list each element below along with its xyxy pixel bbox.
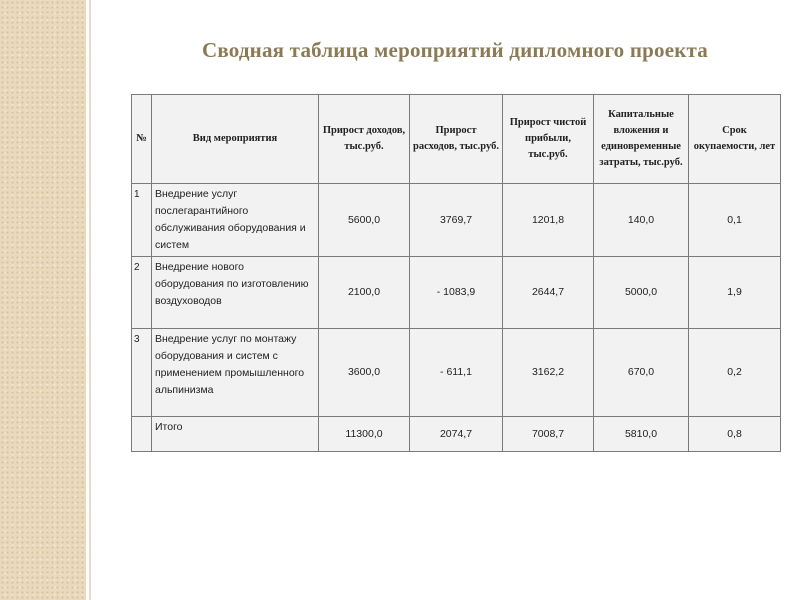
- capital-value: 140,0: [594, 184, 689, 257]
- summary-table: [131, 94, 781, 452]
- expenses-value: - 1083,9: [410, 257, 503, 329]
- capital-value: 5000,0: [594, 257, 689, 329]
- decorative-side-strip: [0, 0, 86, 600]
- total-expenses: 2074,7: [410, 417, 503, 452]
- table-row: [132, 329, 781, 417]
- activity-name: Внедрение услуг по монтажу оборудования и систем с применением промышленного альпинизма: [152, 329, 319, 417]
- income-value: 3600,0: [319, 329, 410, 417]
- profit-value: 1201,8: [503, 184, 594, 257]
- total-capital: 5810,0: [594, 417, 689, 452]
- table-header-row: [132, 95, 781, 184]
- table-row: [132, 184, 781, 257]
- expenses-value: - 611,1: [410, 329, 503, 417]
- profit-value: 3162,2: [503, 329, 594, 417]
- capital-value: 670,0: [594, 329, 689, 417]
- activity-name: Внедрение услуг послегарантийного обслуживания оборудования и систем: [152, 184, 319, 257]
- header-capital: Капитальные вложения и единовременные затраты, тыс.руб.: [594, 95, 689, 184]
- total-income: 11300,0: [319, 417, 410, 452]
- row-number: 3: [132, 329, 152, 417]
- income-value: 2100,0: [319, 257, 410, 329]
- header-expenses: Прирост расходов, тыс.руб.: [410, 95, 503, 184]
- payback-value: 0,1: [689, 184, 781, 257]
- row-number: 1: [132, 184, 152, 257]
- activity-name: Внедрение нового оборудования по изготовлению воздуховодов: [152, 257, 319, 329]
- total-label: Итого: [152, 417, 319, 452]
- total-profit: 7008,7: [503, 417, 594, 452]
- payback-value: 0,2: [689, 329, 781, 417]
- header-payback: Срок окупаемости, лет: [689, 95, 781, 184]
- payback-value: 1,9: [689, 257, 781, 329]
- profit-value: 2644,7: [503, 257, 594, 329]
- header-number: №: [132, 95, 152, 184]
- table-total-row: [132, 417, 781, 452]
- income-value: 5600,0: [319, 184, 410, 257]
- expenses-value: 3769,7: [410, 184, 503, 257]
- decorative-side-line: [89, 0, 91, 600]
- header-profit: Прирост чистой прибыли, тыс.руб.: [503, 95, 594, 184]
- total-number: [132, 417, 152, 452]
- slide-title: Сводная таблица мероприятий дипломного проекта: [201, 38, 709, 62]
- header-income: Прирост доходов, тыс.руб.: [319, 95, 410, 184]
- row-number: 2: [132, 257, 152, 329]
- header-activity: Вид мероприятия: [152, 95, 319, 184]
- total-payback: 0,8: [689, 417, 781, 452]
- table-row: [132, 257, 781, 329]
